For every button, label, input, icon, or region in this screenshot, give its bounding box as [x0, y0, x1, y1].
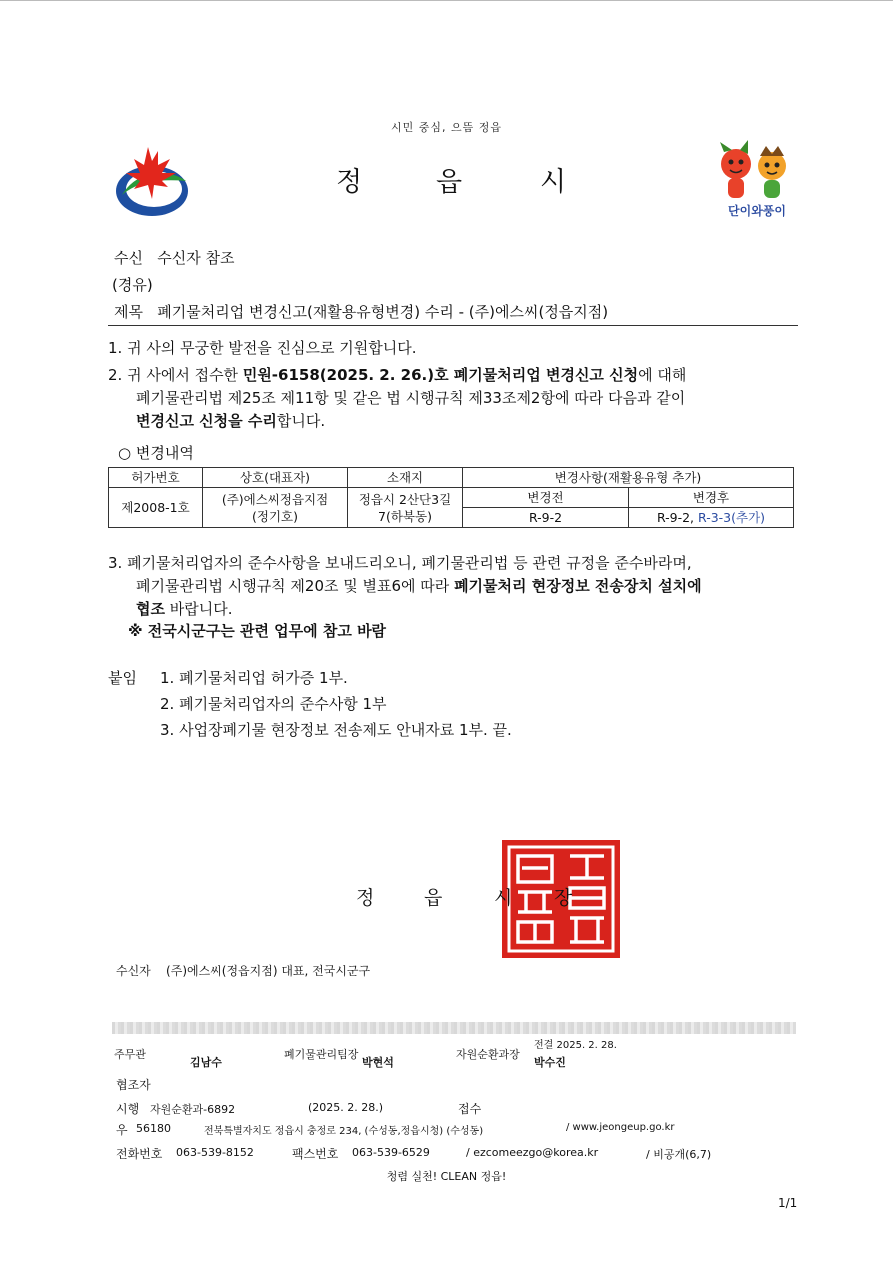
- th-changes: 변경사항(재활용유형 추가): [463, 468, 794, 488]
- p2-bold: 민원-6158(2025. 2. 26.)호 폐기물처리업 변경신고 신청: [242, 366, 639, 384]
- recipient-line: [114, 246, 235, 271]
- signature-char: 시: [494, 887, 513, 909]
- th-after: 변경후: [629, 488, 794, 508]
- approval-name-3: 박수진: [534, 1056, 566, 1069]
- tel-label: 전화번호: [116, 1147, 163, 1161]
- note-line: ※ 전국시군구는 관련 업무에 참고 바람: [128, 622, 387, 640]
- table-header-row: [109, 468, 794, 488]
- homepage-link[interactable]: / www.jeongeup.go.kr: [566, 1122, 675, 1133]
- mascot-caption: 단이와풍이: [728, 204, 786, 218]
- paragraph-2-line2: 폐기물관리법 제25조 제11항 및 같은 법 시행규칙 제33조제2항에 따라 다음과 같이: [136, 389, 686, 407]
- company-name: (주)에스씨정읍지점: [221, 491, 329, 507]
- attachment-item: 2. 폐기물처리업자의 준수사항 1부: [160, 695, 387, 713]
- address-text: 전북특별자치도 정읍시 충정로 234, (수성동,정읍시청) (수성동): [204, 1126, 484, 1137]
- recipients-value: (주)에스씨(정읍지점) 대표, 전국시군구: [166, 964, 371, 978]
- address-line1: 정읍시 2산단3길: [358, 491, 452, 507]
- subject-line: [114, 300, 608, 325]
- zip-code: 56180: [136, 1122, 171, 1135]
- recipient-value: 수신자 참조: [157, 249, 235, 267]
- slogan: 시민 중심, 으뜸 정읍: [391, 121, 502, 134]
- cell-permit: 제2008-1호: [109, 488, 203, 528]
- via-line: (경유): [112, 276, 153, 294]
- section-title-changes: ○ 변경내역: [118, 444, 194, 462]
- page-top-border: [0, 0, 893, 1]
- p3-end: 바랍니다.: [164, 600, 233, 618]
- address-line2: 7(하북동): [378, 508, 432, 524]
- header-divider: [108, 325, 798, 326]
- paragraph-3: 3. 폐기물처리업자의 준수사항을 보내드리오니, 폐기물관리법 등 관련 규정을 준수바라며,: [108, 554, 692, 572]
- receipt-label: 접수: [458, 1102, 482, 1116]
- p3-text: 폐기물관리법 시행규칙 제20조 및 별표6에 따라: [136, 577, 455, 595]
- recipients-label: 수신자: [116, 964, 151, 978]
- paragraph-2-line3: [136, 409, 325, 434]
- cell-after: [629, 508, 794, 528]
- subject-label: 제목: [114, 303, 143, 321]
- th-before: 변경전: [463, 488, 629, 508]
- paragraph-3-line2: [136, 574, 702, 599]
- approval-role-3: 자원순환과장: [456, 1048, 520, 1061]
- org-title-char: 정: [336, 167, 363, 198]
- approval-name-1: 김남수: [190, 1056, 222, 1069]
- signature-char: 정: [356, 887, 375, 909]
- recipients-line: [116, 962, 370, 979]
- cell-before: R-9-2: [463, 508, 629, 528]
- after-existing: R-9-2,: [656, 510, 699, 525]
- zip-label: 우: [116, 1123, 128, 1137]
- page-number: 1/1: [778, 1196, 798, 1210]
- attachment-item: 3. 사업장폐기물 현장정보 전송제도 안내자료 1부. 끝.: [160, 721, 512, 739]
- th-company: 상호(대표자): [203, 468, 348, 488]
- approval-decision: 전결 2025. 2. 28.: [534, 1040, 617, 1051]
- paragraph-1: 1. 귀 사의 무궁한 발전을 진심으로 기원합니다.: [108, 339, 417, 357]
- fax-value: 063-539-6529: [352, 1146, 430, 1159]
- p2-accept-bold: 변경신고 신청을 수리: [136, 412, 277, 430]
- fax-label: 팩스번호: [292, 1147, 339, 1161]
- signature-char: 장: [554, 887, 573, 909]
- exec-value: 자원순환과-6892: [150, 1103, 236, 1116]
- after-added: R-3-3(추가): [698, 510, 766, 525]
- paragraph-2: [108, 363, 686, 388]
- divider-strip: [112, 1022, 796, 1034]
- subject-value: 폐기물처리업 변경신고(재활용유형변경) 수리 - (주)에스씨(정읍지점): [157, 303, 609, 321]
- exec-date: (2025. 2. 28.): [308, 1101, 384, 1114]
- footer-slogan: 청렴 실천! CLEAN 정읍!: [386, 1170, 507, 1183]
- exec-label: 시행: [116, 1102, 140, 1116]
- org-title-char: 읍: [436, 167, 463, 198]
- attachment-item: 1. 폐기물처리업 허가증 1부.: [160, 669, 348, 687]
- attachment-label: 붙임: [108, 669, 137, 687]
- p2-accept-end: 합니다.: [276, 412, 326, 430]
- th-permit: 허가번호: [109, 468, 203, 488]
- disclosure-status: / 비공개(6,7): [646, 1148, 712, 1161]
- org-title-char: 시: [540, 167, 567, 198]
- p3-cooperate-bold: 협조: [136, 600, 165, 618]
- cooperator-label: 협조자: [116, 1078, 151, 1092]
- tel-value: 063-539-8152: [176, 1146, 254, 1159]
- th-address: 소재지: [348, 468, 463, 488]
- approval-role-1: 주무관: [114, 1048, 146, 1061]
- p2-text: 2. 귀 사에서 접수한: [108, 366, 243, 384]
- p3-bold: 폐기물처리 현장정보 전송장치 설치에: [454, 577, 702, 595]
- company-rep: (정기호): [252, 508, 298, 524]
- email-link[interactable]: / ezcomeezgo@korea.kr: [466, 1146, 599, 1159]
- table-row: [109, 488, 794, 508]
- cell-company: [203, 488, 348, 528]
- signature-char: 읍: [424, 887, 443, 909]
- approval-name-2: 박현석: [362, 1056, 394, 1069]
- change-table: [108, 467, 794, 528]
- approval-role-2: 폐기물관리팀장: [284, 1048, 359, 1061]
- cell-address: [348, 488, 463, 528]
- p2-text-end: 에 대해: [638, 366, 687, 384]
- recipient-label: 수신: [114, 249, 143, 267]
